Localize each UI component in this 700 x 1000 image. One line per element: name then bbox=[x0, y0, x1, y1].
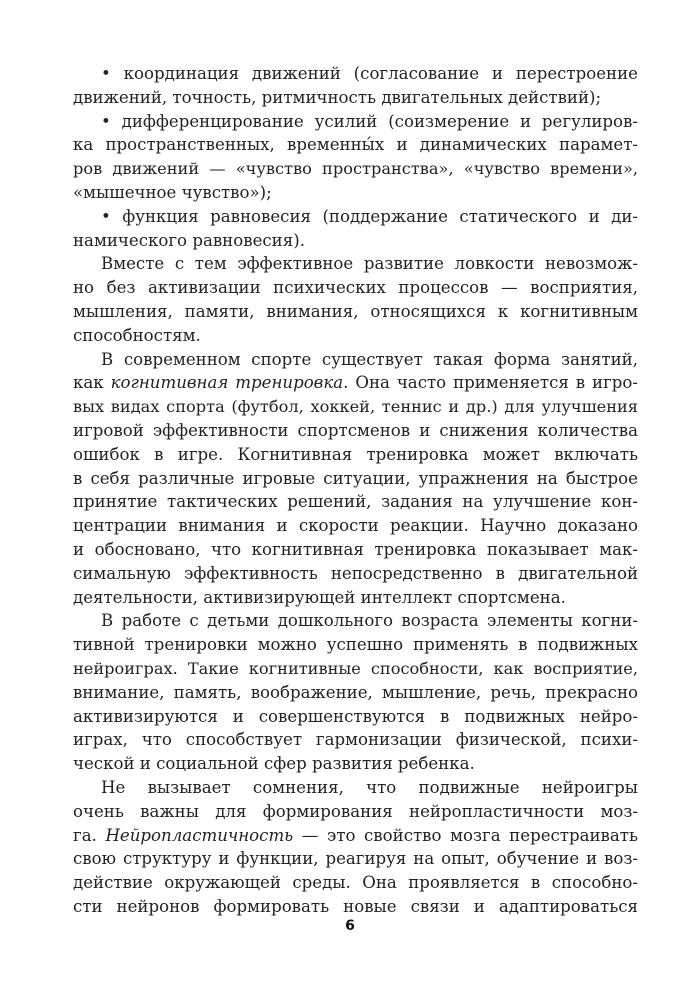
text-line: движений, точность, ритмичность двигательных действий); bbox=[73, 87, 602, 107]
text-line bbox=[73, 824, 638, 848]
text-line: Не вызывает сомнения, что подвижные нейроигры bbox=[101, 777, 638, 797]
italic-term: Нейропластичность bbox=[105, 825, 294, 845]
text-segment: как bbox=[73, 373, 111, 393]
bullet-coordination bbox=[73, 62, 638, 110]
text-line: ческой и социальной сфер развития ребенка. bbox=[73, 754, 475, 774]
text-line: очень важны для формирования нейропластичности моз- bbox=[73, 801, 638, 821]
text-line: Вместе с тем эффективное развитие ловкости невозмож- bbox=[101, 254, 638, 274]
text-line: активизируются и совершенствуются в подвижных нейро- bbox=[73, 706, 638, 726]
text-line: нейроиграх. Такие когнитивные способности, как восприятие, bbox=[73, 658, 638, 678]
text-line: В работе с детьми дошкольного возраста элементы когни- bbox=[101, 611, 638, 631]
text-line: • дифференцирование усилий (соизмерение и регулиров- bbox=[101, 111, 638, 131]
text-line: • функция равновесия (поддержание статического и ди- bbox=[101, 206, 638, 226]
text-segment: . Она часто применяется в игро- bbox=[343, 373, 638, 393]
text-line: тивной тренировки можно успешно применять в подвижных bbox=[73, 635, 638, 655]
text-line: ров движений — «чувство пространства», «чувство времени», bbox=[73, 159, 638, 179]
text-line: принятие тактических решений, задания на улучшение кон- bbox=[73, 492, 638, 512]
text-line: но без активизации психических процессов — восприятия, bbox=[73, 278, 638, 298]
text-line: внимание, память, воображение, мышление, речь, прекрасно bbox=[73, 682, 638, 702]
text-line: ка пространственных, временны́х и динамических парамет- bbox=[73, 135, 638, 155]
page-number: 6 bbox=[345, 918, 355, 934]
text-line: сти нейронов формировать новые связи и адаптироваться bbox=[73, 896, 638, 916]
paragraph-preschool bbox=[73, 609, 638, 776]
text-line: игровой эффективности спортсменов и снижения количества bbox=[73, 420, 638, 440]
text-line: в себя различные игровые ситуации, упражнения на быстрое bbox=[73, 468, 638, 488]
paragraph-neuroplasticity bbox=[73, 776, 638, 919]
text-line: ошибок в игре. Когнитивная тренировка может включать bbox=[73, 444, 638, 464]
bullet-force-differentiation bbox=[73, 110, 638, 205]
text-segment: — это свойство мозга перестраивать bbox=[293, 825, 638, 845]
text-line: симальную эффективность непосредственно в двигательной bbox=[73, 563, 638, 583]
paragraph-agility bbox=[73, 252, 638, 347]
text-line: и обосновано, что когнитивная тренировка показывает мак- bbox=[73, 539, 638, 559]
italic-term: когнитивная тренировка bbox=[110, 373, 344, 393]
text-line bbox=[73, 371, 638, 395]
text-line: деятельности, активизирующей интеллект спортсмена. bbox=[73, 587, 566, 607]
text-line: «мышечное чувство»); bbox=[73, 182, 272, 202]
text-segment: га. bbox=[73, 825, 106, 845]
text-line: • координация движений (согласование и перестроение bbox=[101, 64, 638, 83]
paragraph-cognitive-training bbox=[73, 348, 638, 610]
bullet-balance bbox=[73, 205, 638, 253]
text-line: действие окружающей среды. Она проявляется в способно- bbox=[73, 873, 638, 893]
text-line: вых видах спорта (футбол, хоккей, теннис и др.) для улучшения bbox=[73, 397, 638, 417]
text-line: свою структуру и функции, реагируя на опыт, обучение и воз- bbox=[73, 849, 638, 869]
text-line: намического равновесия). bbox=[73, 230, 305, 250]
text-line: В современном спорте существует такая форма занятий, bbox=[101, 349, 638, 369]
text-line: мышления, памяти, внимания, относящихся к когнитивным bbox=[73, 301, 638, 321]
text-line: центрации внимания и скорости реакции. Научно доказано bbox=[73, 516, 638, 536]
page-body bbox=[73, 62, 638, 919]
text-line: способностям. bbox=[73, 325, 201, 345]
text-line: играх, что способствует гармонизации физической, психи- bbox=[73, 730, 638, 750]
